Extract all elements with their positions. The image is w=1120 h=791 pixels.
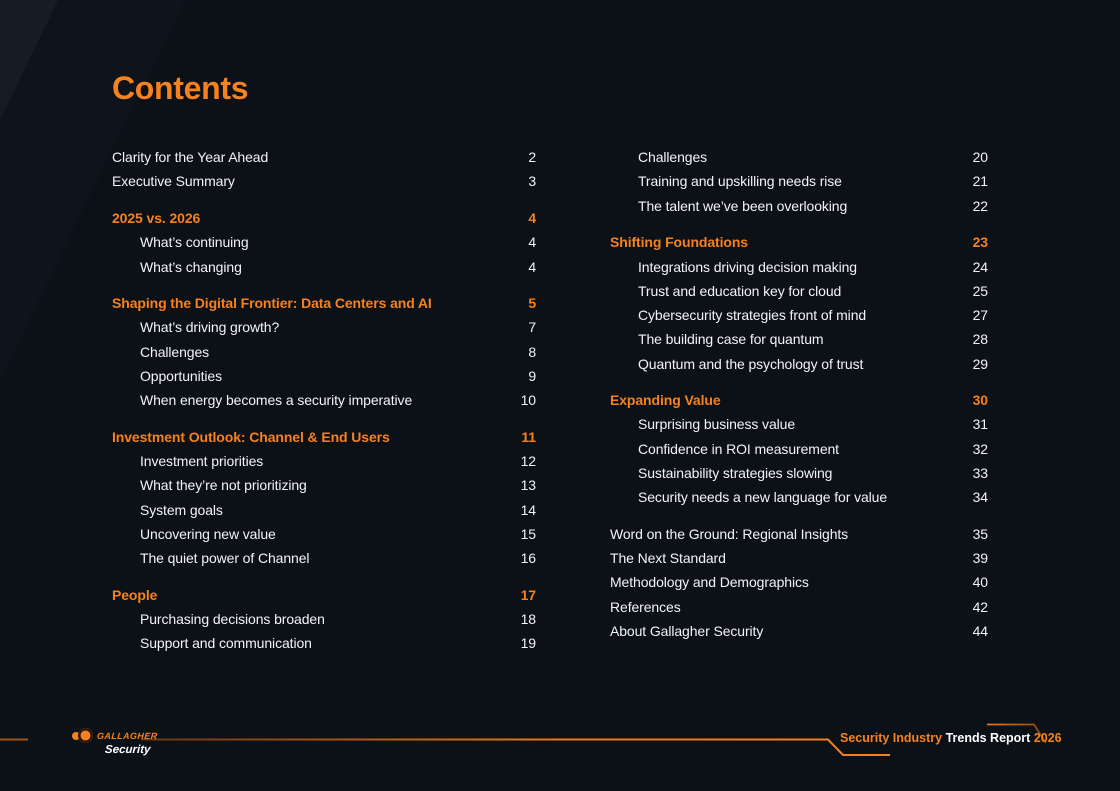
toc-entry-label: Investment Outlook: Channel & End Users: [112, 428, 390, 445]
toc-entry-page-number: 18: [520, 610, 536, 627]
toc-row[interactable]: [610, 194, 988, 218]
toc-entry-page-number: 7: [528, 319, 536, 336]
toc-row[interactable]: [610, 412, 988, 436]
toc-entry-page-number: 40: [972, 574, 988, 591]
toc-row[interactable]: [610, 169, 988, 193]
toc-section-gap: [112, 279, 536, 291]
toc-entry-label: 2025 vs. 2026: [112, 209, 201, 226]
toc-row[interactable]: [610, 546, 988, 570]
toc-row[interactable]: [112, 449, 536, 473]
toc-row[interactable]: [112, 546, 536, 570]
toc-entry-page-number: 4: [528, 234, 536, 251]
gallagher-security-logo: [72, 728, 158, 756]
toc-section-gap: [610, 376, 988, 388]
toc-entry-page-number: 20: [972, 149, 988, 166]
toc-entry-label: Cybersecurity strategies front of mind: [638, 307, 867, 324]
toc-entry-label: Quantum and the psychology of trust: [638, 355, 864, 372]
toc-entry-page-number: 15: [520, 525, 536, 542]
toc-entry-label: What they’re not prioritizing: [140, 477, 307, 494]
toc-entry-label: The quiet power of Channel: [140, 550, 310, 567]
toc-row[interactable]: [112, 364, 536, 388]
toc-row[interactable]: [112, 315, 536, 339]
toc-entry-page-number: 21: [972, 173, 988, 190]
toc-row[interactable]: [610, 485, 988, 509]
toc-entry-label: Trust and education key for cloud: [638, 282, 842, 299]
toc-entry-page-number: 5: [528, 295, 536, 311]
toc-entry-page-number: 31: [972, 416, 988, 433]
toc-section-gap: [610, 510, 988, 522]
gallagher-g-icon: [72, 728, 94, 743]
toc-entry-label: Shaping the Digital Frontier: Data Centers and AI: [112, 295, 432, 311]
toc-entry-page-number: 35: [972, 525, 988, 542]
toc-row[interactable]: [112, 230, 536, 254]
toc-row[interactable]: [112, 631, 536, 655]
toc-row[interactable]: [112, 206, 536, 230]
toc-row[interactable]: [610, 388, 988, 412]
toc-entry-label: System goals: [140, 501, 223, 518]
toc-entry-page-number: 28: [972, 331, 988, 348]
report-title-part3: 2026: [1033, 731, 1062, 745]
toc-entry-label: The Next Standard: [610, 550, 726, 567]
toc-entry-page-number: 3: [528, 173, 536, 190]
toc-entry-label: Confidence in ROI measurement: [638, 440, 839, 457]
toc-section-gap: [112, 412, 536, 424]
toc-entry-label: What’s continuing: [140, 234, 249, 251]
toc-entry-label: Opportunities: [140, 367, 222, 384]
toc-entry-page-number: 12: [520, 452, 536, 469]
page-title: Contents: [112, 70, 249, 106]
toc-entry-label: Expanding Value: [610, 392, 721, 409]
toc-section-gap: [112, 194, 536, 206]
toc-entry-label: The talent we’ve been overlooking: [638, 197, 848, 214]
toc-entry-label: Investment priorities: [140, 452, 264, 469]
toc-entry-label: What’s driving growth?: [140, 319, 280, 336]
toc-entry-label: Purchasing decisions broaden: [140, 610, 325, 627]
toc-row[interactable]: [112, 473, 536, 497]
toc-entry-page-number: 39: [972, 550, 988, 567]
toc-row[interactable]: [112, 497, 536, 521]
toc-entry-page-number: 9: [528, 367, 536, 384]
toc-row[interactable]: [112, 522, 536, 546]
toc-entry-page-number: 8: [528, 343, 536, 360]
toc-entry-page-number: 32: [972, 440, 988, 457]
toc-entry-label: Word on the Ground: Regional Insights: [610, 525, 849, 542]
logo-tagline-text: Security: [104, 744, 151, 756]
toc-entry-label: About Gallagher Security: [610, 623, 764, 640]
toc-column-right: [610, 145, 988, 643]
toc-row[interactable]: [610, 461, 988, 485]
toc-entry-page-number: 33: [972, 465, 988, 482]
toc-row[interactable]: [610, 145, 988, 169]
toc-entry-label: Training and upskilling needs rise: [638, 173, 842, 190]
toc-row[interactable]: [610, 522, 988, 546]
toc-row[interactable]: [610, 279, 988, 303]
toc-row[interactable]: [112, 388, 536, 412]
toc-entry-page-number: 14: [520, 501, 536, 518]
toc-entry-page-number: 17: [520, 586, 536, 603]
toc-entry-page-number: 25: [972, 282, 988, 299]
toc-entry-page-number: 30: [972, 392, 988, 409]
toc-entry-label: Challenges: [140, 343, 210, 360]
toc-entry-label: Integrations driving decision making: [638, 258, 857, 275]
toc-row[interactable]: [610, 619, 988, 643]
toc-entry-page-number: 23: [972, 234, 988, 251]
toc-entry-page-number: 10: [520, 392, 536, 409]
toc-row[interactable]: [112, 254, 536, 278]
toc-entry-page-number: 44: [972, 623, 988, 640]
toc-entry-label: People: [112, 586, 158, 603]
toc-entry-page-number: 4: [528, 209, 536, 226]
toc-row[interactable]: [112, 339, 536, 363]
toc-row[interactable]: [112, 169, 536, 193]
toc-entry-page-number: 42: [972, 598, 988, 615]
toc-entry-label: Shifting Foundations: [610, 234, 748, 251]
toc-entry-label: What’s changing: [140, 258, 242, 275]
toc-entry-label: Security needs a new language for value: [638, 489, 888, 506]
toc-entry-label: Methodology and Demographics: [610, 574, 809, 591]
toc-row[interactable]: [610, 595, 988, 619]
toc-entry-label: Clarity for the Year Ahead: [112, 149, 269, 166]
logo-brand-text: GALLAGHER: [96, 730, 158, 741]
toc-entry-label: Executive Summary: [112, 173, 235, 190]
toc-entry-page-number: 16: [520, 550, 536, 567]
toc-row[interactable]: [610, 437, 988, 461]
toc-row[interactable]: [610, 254, 988, 278]
toc-entry-page-number: 27: [972, 307, 988, 324]
report-title: [840, 731, 1062, 745]
toc-row[interactable]: [610, 327, 988, 351]
toc-row[interactable]: [610, 352, 988, 376]
report-title-part2: Trends Report: [945, 731, 1034, 745]
toc-entry-page-number: 2: [528, 149, 536, 166]
toc-row[interactable]: [112, 583, 536, 607]
toc-row[interactable]: [112, 291, 536, 315]
toc-entry-page-number: 24: [972, 258, 988, 275]
toc-column-left: [112, 145, 536, 655]
toc-row[interactable]: [112, 145, 536, 169]
toc-row[interactable]: [112, 607, 536, 631]
toc-row[interactable]: [610, 230, 988, 254]
toc-entry-label: Support and communication: [140, 635, 312, 652]
toc-row[interactable]: [610, 570, 988, 594]
toc-entry-label: References: [610, 598, 681, 615]
toc-section-gap: [112, 570, 536, 582]
toc-entry-label: Uncovering new value: [140, 525, 276, 542]
toc-row[interactable]: [112, 425, 536, 449]
toc-entry-page-number: 13: [520, 477, 536, 494]
toc-section-gap: [610, 218, 988, 230]
toc-entry-label: Surprising business value: [638, 416, 796, 433]
toc-entry-page-number: 4: [528, 258, 536, 275]
toc-entry-page-number: 11: [521, 428, 536, 445]
toc-entry-page-number: 22: [972, 197, 988, 214]
logo-top-row: [72, 728, 158, 743]
toc-row[interactable]: [610, 303, 988, 327]
toc-entry-label: When energy becomes a security imperative: [140, 392, 413, 409]
toc-entry-page-number: 34: [972, 489, 988, 506]
report-title-part1: Security Industry: [840, 731, 946, 745]
toc-entry-page-number: 29: [972, 355, 988, 372]
toc-entry-page-number: 19: [520, 635, 536, 652]
toc-entry-label: The building case for quantum: [638, 331, 824, 348]
toc-entry-label: Challenges: [638, 149, 708, 166]
toc-entry-label: Sustainability strategies slowing: [638, 465, 833, 482]
